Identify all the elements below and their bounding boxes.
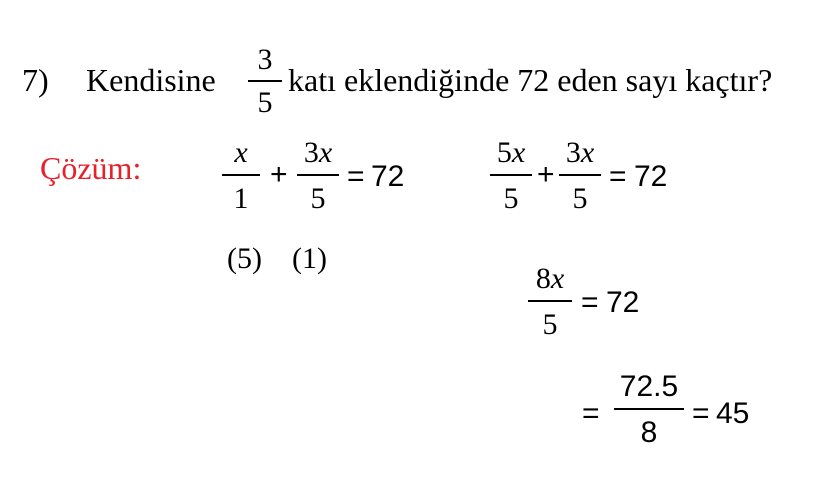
- fraction-bar: [222, 174, 260, 176]
- eq3-denominator: 5: [542, 308, 558, 341]
- eq1-fraction-2: [297, 138, 339, 214]
- eq4-equals: =: [692, 397, 710, 430]
- eq2-plus: +: [537, 158, 555, 191]
- eq1-equals: =: [347, 160, 365, 193]
- eq2-fraction-2: [559, 138, 601, 214]
- eq3-fraction: [528, 264, 572, 340]
- question-fraction-numerator: 3: [257, 43, 273, 76]
- eq1-frac2-denominator: 5: [310, 182, 326, 215]
- fraction-bar: [614, 408, 684, 410]
- eq1-plus: +: [270, 158, 288, 191]
- fraction-bar: [559, 174, 601, 176]
- eq3-equals: =: [581, 286, 599, 319]
- fraction-bar: [297, 174, 339, 176]
- eq2-fraction-1: [490, 138, 532, 214]
- question-fraction: [248, 45, 282, 118]
- eq4-lead-equals: =: [582, 397, 600, 430]
- eq1-multiplier-2: (1): [292, 242, 327, 275]
- eq1-multiplier-1: (5): [227, 242, 262, 275]
- fraction-bar: [248, 80, 282, 82]
- eq4-denominator: 8: [640, 416, 658, 449]
- eq2-equals: =: [609, 160, 627, 193]
- fraction-bar: [528, 300, 572, 302]
- eq1-rhs: 72: [371, 160, 405, 193]
- eq2-frac2-numerator: 3x: [565, 136, 595, 169]
- eq2-frac1-numerator: 5x: [496, 136, 526, 169]
- fraction-bar: [490, 174, 532, 176]
- question-text-after: katı eklendiğinde 72 eden sayı kaçtır?: [288, 62, 773, 98]
- eq3-numerator: 8x: [535, 262, 565, 295]
- eq2-rhs: 72: [634, 160, 668, 193]
- eq4-rhs: 45: [716, 397, 750, 430]
- question-number: 7): [22, 62, 49, 98]
- eq4-numerator: 72.5: [619, 370, 679, 403]
- eq2-frac2-denominator: 5: [572, 182, 588, 215]
- eq1-frac1-numerator: x: [234, 136, 248, 169]
- eq1-frac1-denominator: 1: [233, 182, 249, 215]
- eq1-frac2-numerator: 3x: [303, 136, 333, 169]
- eq3-rhs: 72: [606, 286, 640, 319]
- eq1-fraction-1: [222, 138, 260, 214]
- question-fraction-denominator: 5: [257, 86, 273, 119]
- question-text-before: Kendisine: [86, 62, 216, 98]
- eq2-frac1-denominator: 5: [503, 182, 519, 215]
- solution-label: Çözüm:: [40, 150, 142, 186]
- eq4-fraction: [614, 372, 684, 448]
